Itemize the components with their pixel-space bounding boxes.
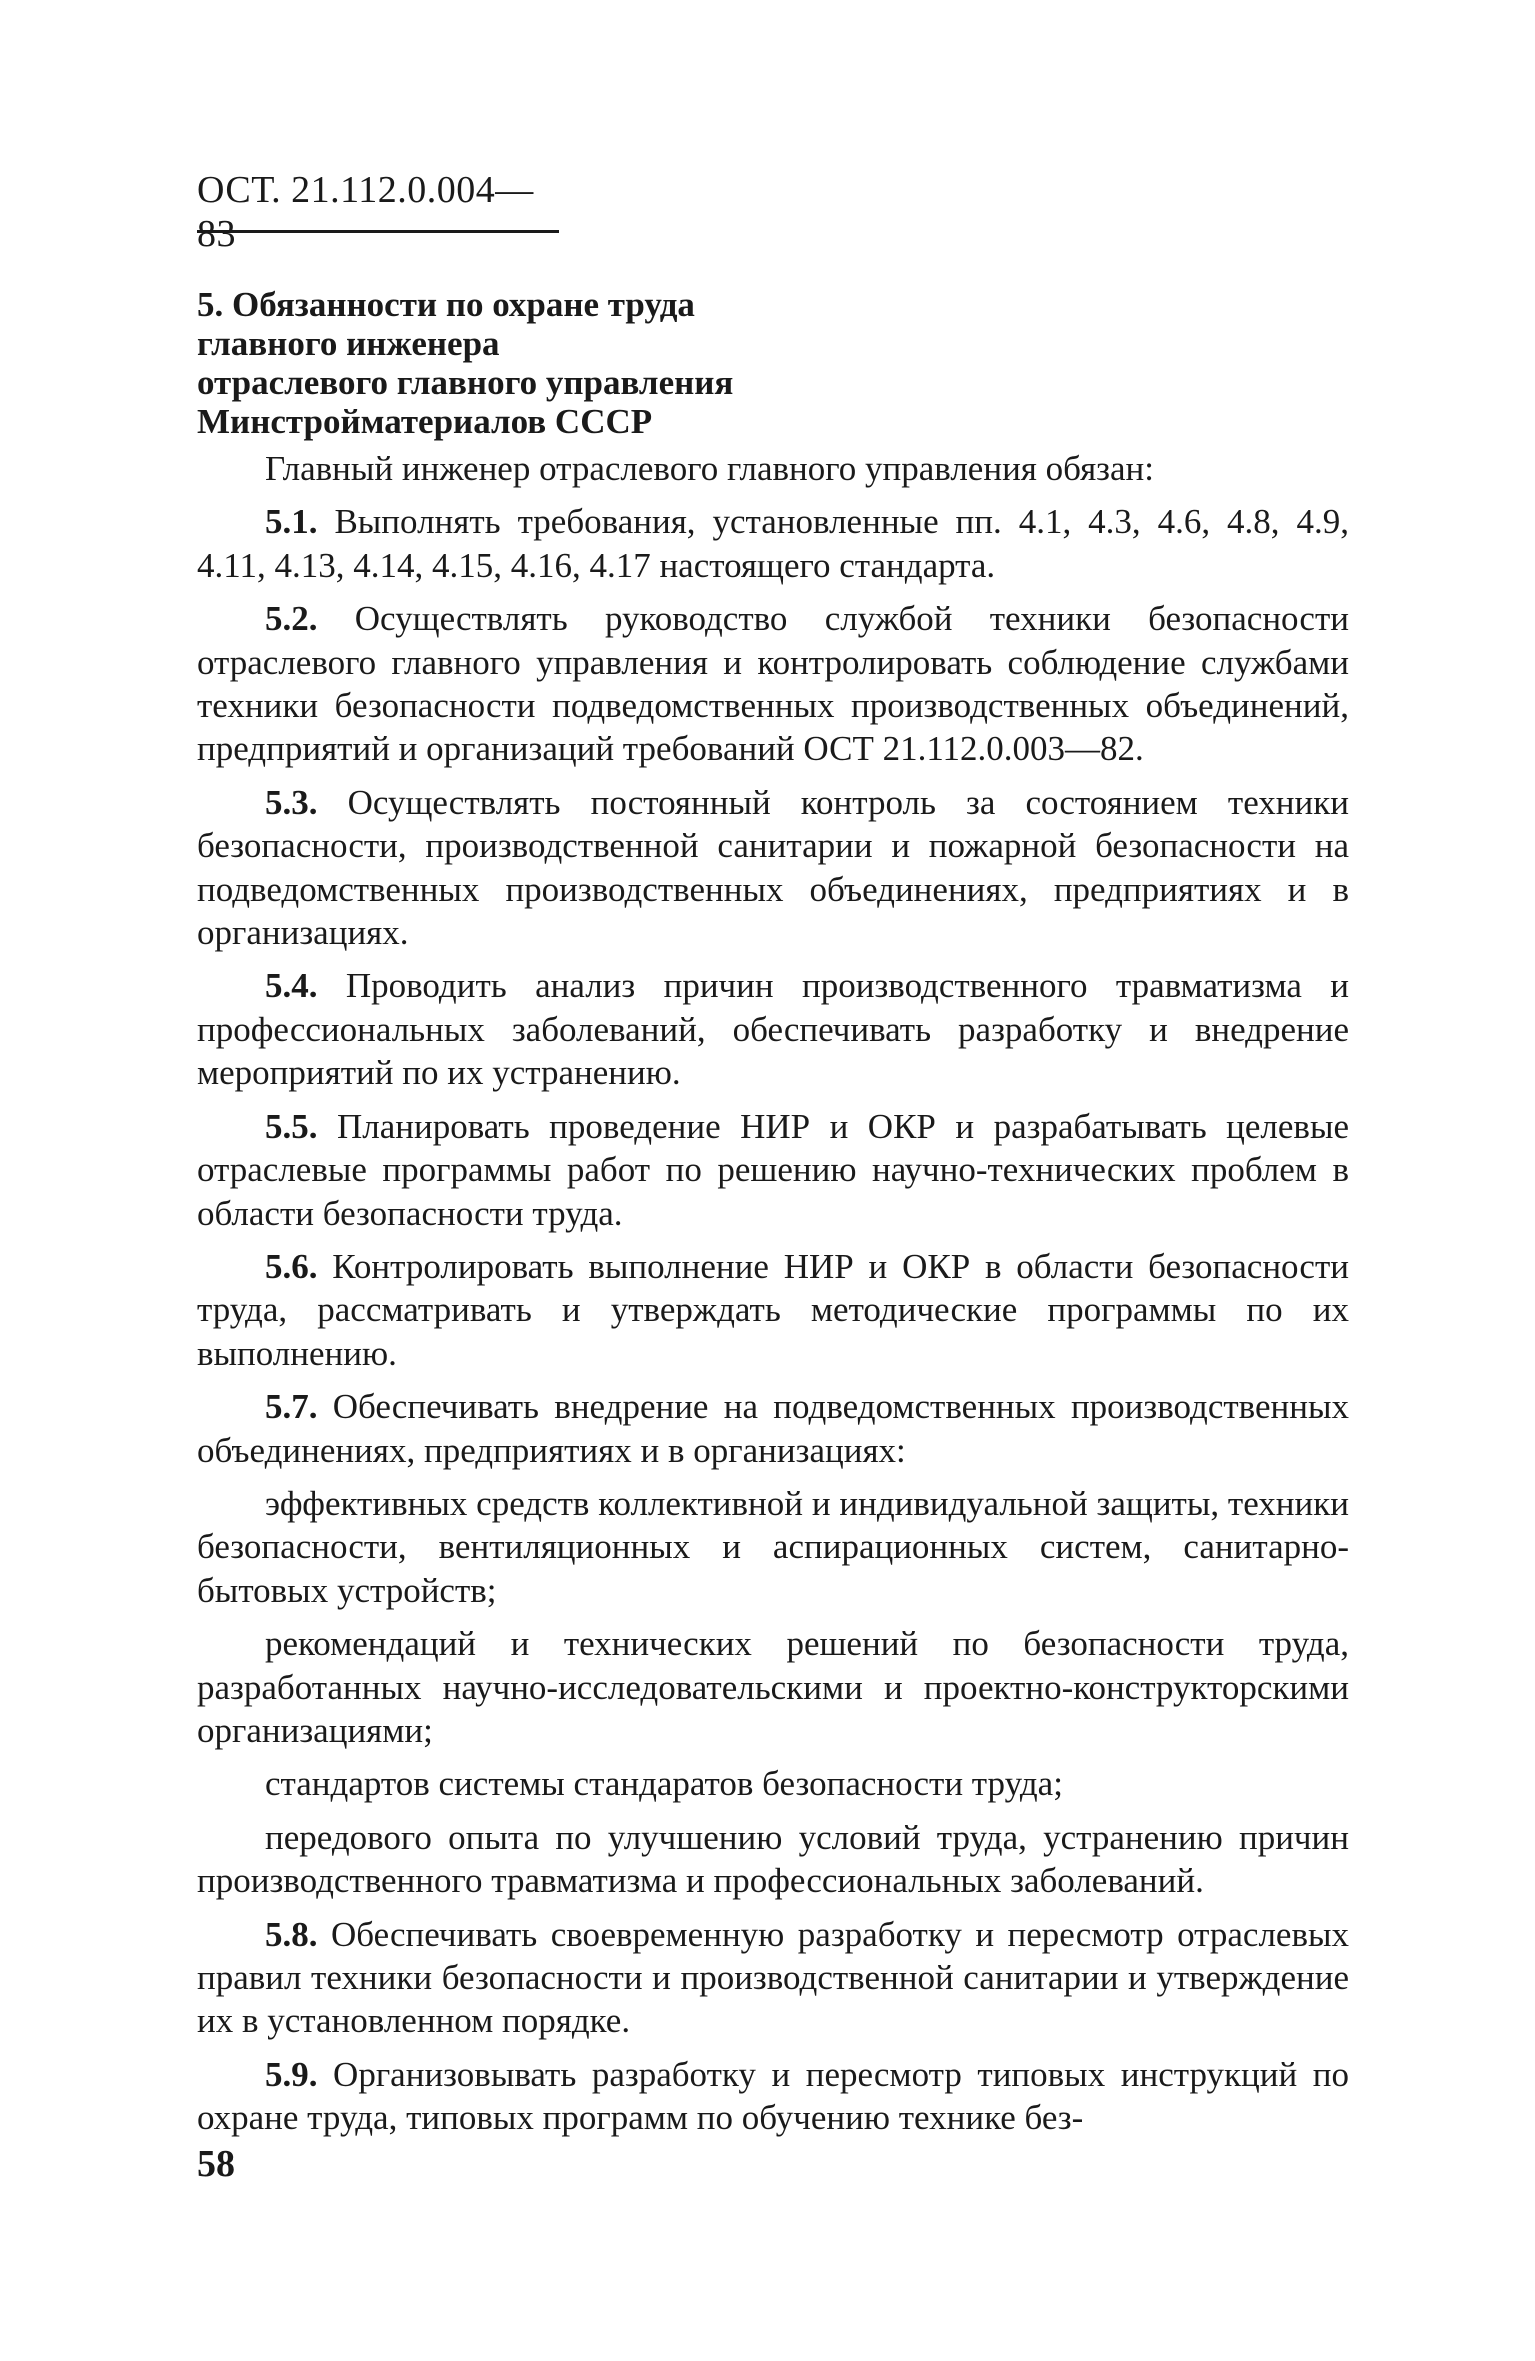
paragraph-number: 5.6.: [265, 1246, 318, 1286]
paragraph-5-8: [197, 1913, 1349, 2043]
paragraph-5-2: [197, 597, 1349, 771]
paragraph-5-3: [197, 781, 1349, 955]
section-heading-line: Минстройматериалов СССР: [197, 402, 653, 441]
paragraph-text: Обеспечивать своевременную разработку и пересмотр отраслевых правил техники безопасности и производственной санитарии и утверждение их в установленном порядке.: [197, 1914, 1349, 2041]
section-heading-line: главного инженера: [197, 324, 500, 363]
paragraph-5-7: [197, 1385, 1349, 1472]
paragraph-number: 5.2.: [265, 599, 318, 639]
paragraph-number: 5.7.: [265, 1387, 318, 1427]
paragraph-5-9: [197, 2053, 1349, 2140]
document-header: ОСТ. 21.112.0.004—83: [197, 169, 534, 255]
paragraph-number: 5.3.: [265, 782, 318, 822]
intro-paragraph: Главный инженер отраслевого главного управления обязан:: [265, 449, 1154, 488]
paragraph-5-6: [197, 1245, 1349, 1375]
section-heading-line: 5. Обязанности по охране труда: [197, 285, 695, 324]
list-item-paragraph: [197, 1762, 1349, 1805]
paragraph-5-1: [197, 500, 1349, 587]
paragraph-number: 5.1.: [265, 502, 318, 542]
paragraph-number: 5.5.: [265, 1106, 318, 1146]
section-heading: [197, 285, 897, 441]
paragraph-text: Проводить анализ причин производственного травматизма и профессиональных заболеваний, обеспечивать разработку и внедрение мероприятий по их устранению.: [197, 966, 1349, 1093]
paragraph-text: рекомендаций и технических решений по безопасности труда, разработанных научно-исследовательскими и проектно-конструкторскими организациями;: [197, 1624, 1349, 1750]
page-number: 58: [197, 2143, 235, 2185]
list-item-paragraph: [197, 1622, 1349, 1752]
body-text: [197, 447, 1349, 2150]
paragraph-text: Выполнять требования, установленные пп. 4.1, 4.3, 4.6, 4.8, 4.9, 4.11, 4.13, 4.14, 4.15, 4.16, 4.17 настоящего стандарта.: [197, 502, 1349, 585]
list-item-paragraph: [197, 1816, 1349, 1903]
header-rule: [197, 230, 559, 233]
paragraph-text: Организовывать разработку и пересмотр типовых инструкций по охране труда, типовых программ по обучению технике без-: [197, 2054, 1349, 2138]
paragraph-number: 5.9.: [265, 2054, 318, 2094]
paragraph-5-4: [197, 964, 1349, 1094]
paragraph-text: стандартов системы стандаратов безопасности труда;: [265, 1764, 1063, 1804]
paragraph-text: эффективных средств коллективной и индивидуальной защиты, техники безопасности, вентиляционных и аспирационных систем, санитарно-бытовых устройств;: [197, 1483, 1349, 1610]
paragraph-number: 5.8.: [265, 1914, 318, 1954]
paragraph-text: Осуществлять руководство службой техники безопасности отраслевого главного управления и контролировать соблюдение службами техники безопасности подведомственных производственных объединений, предприятий и организаций требований ОСТ 21.112.0.003—82.: [197, 599, 1349, 769]
paragraph-5-5: [197, 1105, 1349, 1235]
paragraph-text: Контролировать выполнение НИР и ОКР в области безопасности труда, рассматривать и утверждать методические программы по их выполнению.: [197, 1246, 1349, 1373]
paragraph-text: Обеспечивать внедрение на подведомственных производственных объединениях, предприятиях и в организациях:: [197, 1387, 1349, 1470]
paragraph-text: передового опыта по улучшению условий труда, устранению причин производственного травматизма и профессиональных заболеваний.: [197, 1817, 1349, 1901]
paragraph-number: 5.4.: [265, 966, 318, 1006]
list-item-paragraph: [197, 1482, 1349, 1612]
paragraph-text: Осуществлять постоянный контроль за состоянием техники безопасности, производственной санитарии и пожарной безопасности на подведомственных производственных объединениях, предприятиях и в организациях.: [197, 782, 1349, 953]
section-heading-line: отраслевого главного управления: [197, 363, 734, 402]
paragraph-text: Планировать проведение НИР и ОКР и разрабатывать целевые отраслевые программы работ по решению научно-технических проблем в области безопасности труда.: [197, 1106, 1349, 1233]
